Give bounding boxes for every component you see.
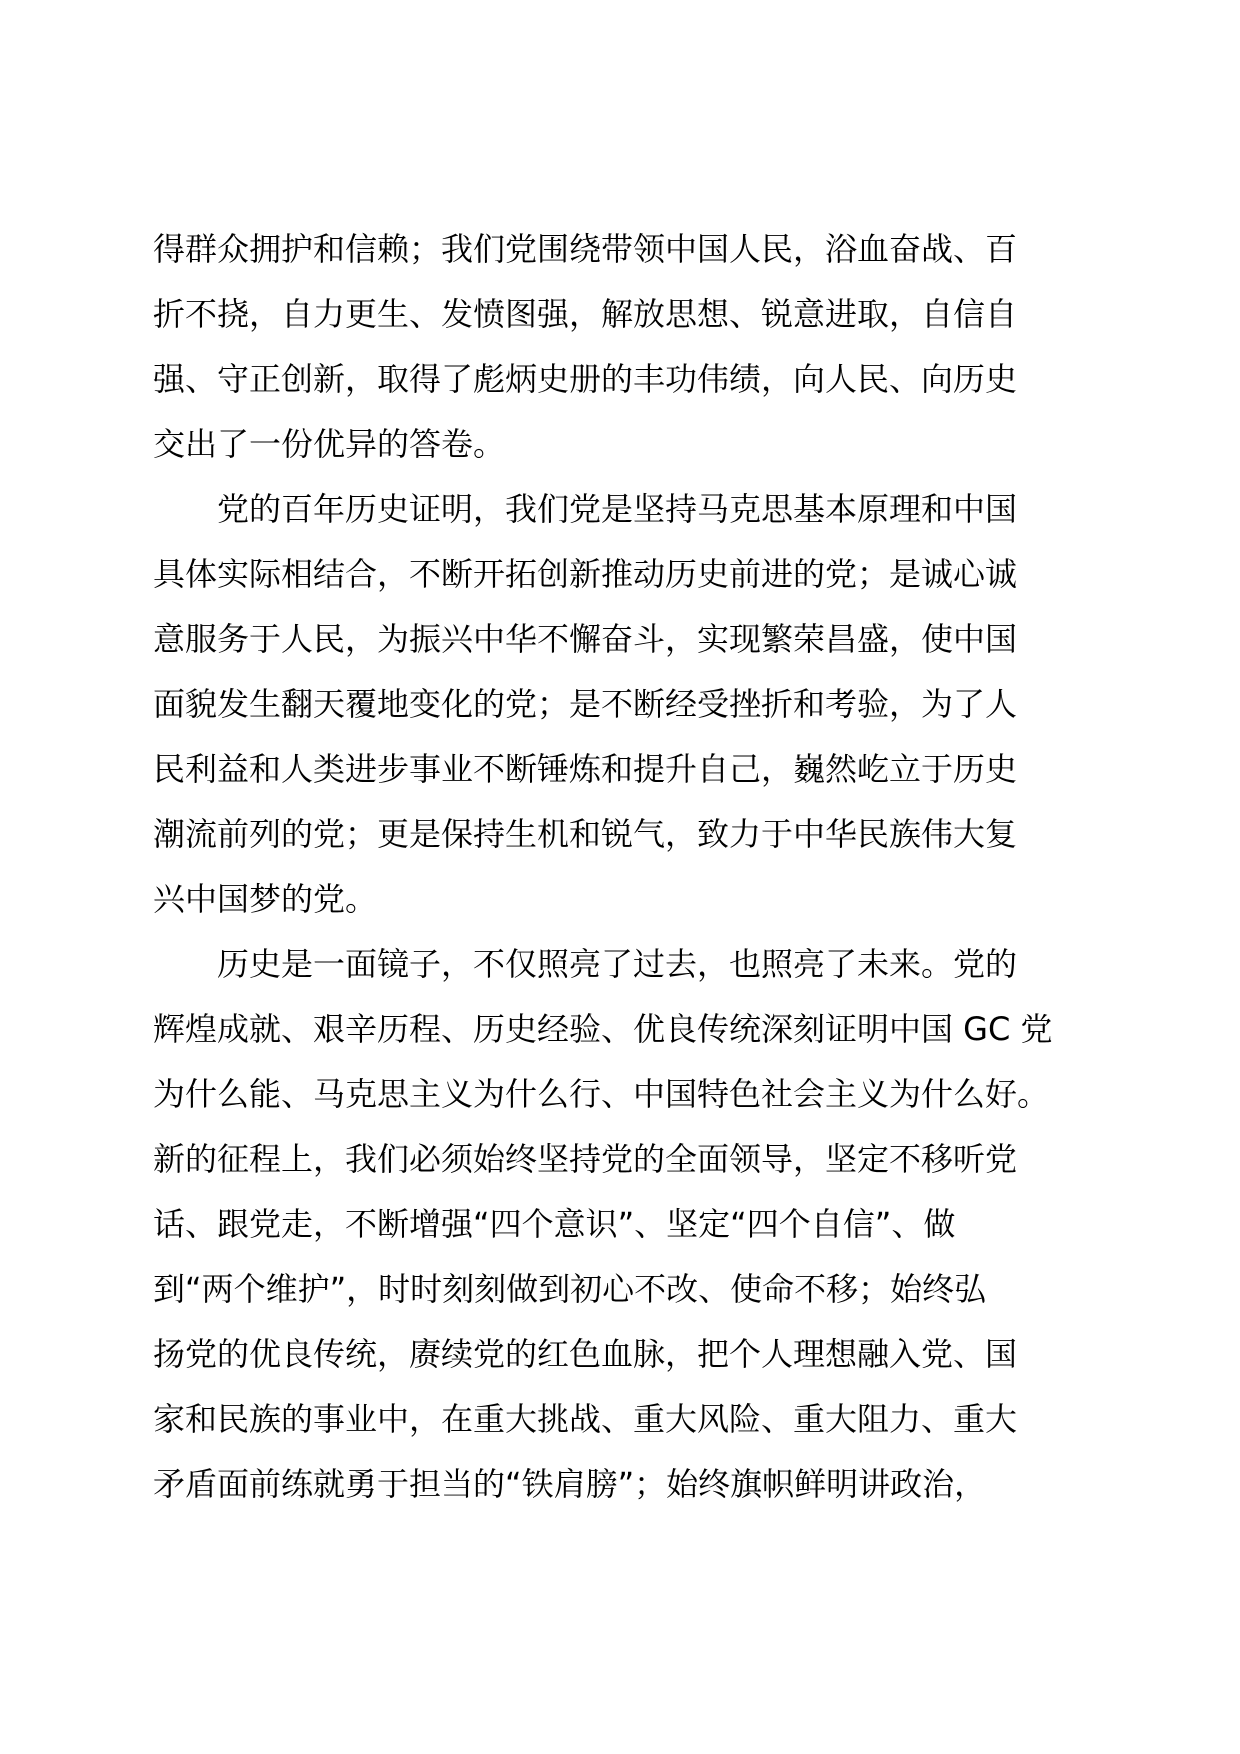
text-line: 面貌发生翻天覆地变化的党；是不断经受挫折和考验，为了人 <box>153 685 1018 723</box>
text-line: 潮流前列的党；更是保持生机和锐气，致力于中华民族伟大复 <box>153 815 1018 853</box>
text-line: 到“两个维护”，时时刻刻做到初心不改、使命不移；始终弘 <box>153 1270 987 1308</box>
paragraph <box>153 477 1083 932</box>
text-line: 兴中国梦的党。 <box>153 880 378 918</box>
paragraph <box>153 932 1083 1517</box>
document-body <box>153 217 1083 1517</box>
text-line: 为什么能、马克思主义为什么行、中国特色社会主义为什么好。 <box>153 1075 1050 1113</box>
text-line: 家和民族的事业中，在重大挑战、重大风险、重大阻力、重大 <box>153 1400 1018 1438</box>
text-line: 矛盾面前练就勇于担当的“铁肩膀”；始终旗帜鲜明讲政治， <box>153 1465 987 1503</box>
text-line: 意服务于人民，为振兴中华不懈奋斗，实现繁荣昌盛，使中国 <box>153 620 1018 658</box>
text-line: 强、守正创新，取得了彪炳史册的丰功伟绩，向人民、向历史 <box>153 360 1018 398</box>
text-line: 民利益和人类进步事业不断锤炼和提升自己，巍然屹立于历史 <box>153 750 1018 788</box>
text-line: 辉煌成就、艰辛历程、历史经验、优良传统深刻证明中国 GC 党 <box>153 1010 1053 1048</box>
text-line: 得群众拥护和信赖；我们党围绕带领中国人民，浴血奋战、百 <box>153 230 1018 268</box>
text-line: 折不挠，自力更生、发愤图强，解放思想、锐意进取，自信自 <box>153 295 1018 333</box>
text-line: 具体实际相结合，不断开拓创新推动历史前进的党；是诚心诚 <box>153 555 1018 593</box>
text-line: 党的百年历史证明，我们党是坚持马克思基本原理和中国 <box>217 490 1018 528</box>
text-line: 话、跟党走，不断增强“四个意识”、坚定“四个自信”、做 <box>153 1205 956 1243</box>
text-line: 历史是一面镜子，不仅照亮了过去，也照亮了未来。党的 <box>217 945 1018 983</box>
paragraph <box>153 217 1083 477</box>
text-line: 交出了一份优异的答卷。 <box>153 425 506 463</box>
text-line: 新的征程上，我们必须始终坚持党的全面领导，坚定不移听党 <box>153 1140 1018 1178</box>
text-line: 扬党的优良传统，赓续党的红色血脉，把个人理想融入党、国 <box>153 1335 1018 1373</box>
